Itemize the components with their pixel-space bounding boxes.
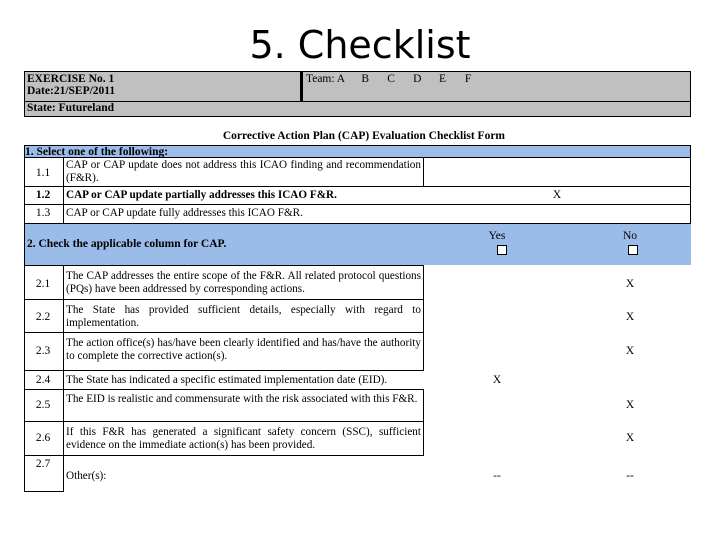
page-title: 5. Checklist [249, 23, 471, 67]
no-mark: X [625, 311, 635, 323]
team-letters [361, 73, 488, 85]
exercise-number: EXERCISE No. 1 [27, 73, 115, 85]
exercise-info [24, 71, 301, 102]
section2-heading: 2. Check the applicable column for CAP. [27, 238, 227, 250]
section1-heading: 1. Select one of the following: [24, 145, 691, 158]
exercise-date: Date:21/SEP/2011 [27, 85, 116, 97]
state-row [24, 102, 691, 117]
team-label: Team: A [306, 73, 345, 85]
item-number: 2.6 [35, 432, 51, 444]
item-text: CAP or CAP update partially addresses this ICAO F&R. [66, 189, 337, 201]
item-text: CAP or CAP update does not address this ICAO finding and recommendation (F&R). [66, 159, 421, 184]
team-letter: C [387, 73, 395, 85]
item-text: The EID is realistic and commensurate with the risk associated with this F&R. [66, 393, 418, 405]
team-letter: E [438, 73, 447, 85]
form-title: Corrective Action Plan (CAP) Evaluation Checklist Form [222, 130, 505, 142]
item-text: The CAP addresses the entire scope of the F&R. All related protocol questions (PQs) have been addressed by corresponding actions. [66, 270, 421, 295]
team-letter: F [464, 73, 472, 85]
no-mark: -- [626, 470, 634, 482]
yes-mark: X [492, 374, 502, 386]
no-mark: X [625, 345, 635, 357]
item-text: Other(s): [66, 470, 107, 482]
yes-column-label: Yes [488, 230, 506, 242]
item-number: 2.2 [35, 311, 51, 323]
no-column-label: No [622, 230, 638, 242]
state-label: State: Futureland [27, 102, 114, 114]
team-letter: B [361, 73, 370, 85]
selection-mark: X [552, 189, 562, 201]
no-mark: X [625, 278, 635, 290]
team-letter: D [413, 73, 422, 85]
no-checkbox-icon [628, 245, 638, 255]
item-number: 1.3 [35, 207, 51, 219]
item-text: The action office(s) has/have been clearly identified and has/have the authority to complete the corrective action(s). [66, 337, 421, 362]
item-number: 1.1 [35, 167, 51, 179]
item-number: 2.7 [35, 458, 51, 470]
item-number: 2.3 [35, 345, 51, 357]
item-text: The State has indicated a specific estimated implementation date (EID). [66, 374, 388, 386]
no-mark: X [625, 432, 635, 444]
item-text: CAP or CAP update fully addresses this ICAO F&R. [66, 207, 303, 219]
yes-mark: -- [493, 470, 501, 482]
item-number: 1.2 [35, 189, 51, 201]
item-text: If this F&R has generated a significant safety concern (SSC), sufficient evidence on the immediate action(s) has been provided. [66, 426, 421, 451]
item-text: The State has provided sufficient details, especially with regard to implementation. [66, 304, 421, 329]
yes-checkbox-icon [497, 245, 507, 255]
item-number: 2.4 [35, 374, 51, 386]
no-mark: X [625, 399, 635, 411]
item-number: 2.1 [35, 278, 51, 290]
team-info [301, 71, 691, 102]
item-number: 2.5 [35, 399, 51, 411]
